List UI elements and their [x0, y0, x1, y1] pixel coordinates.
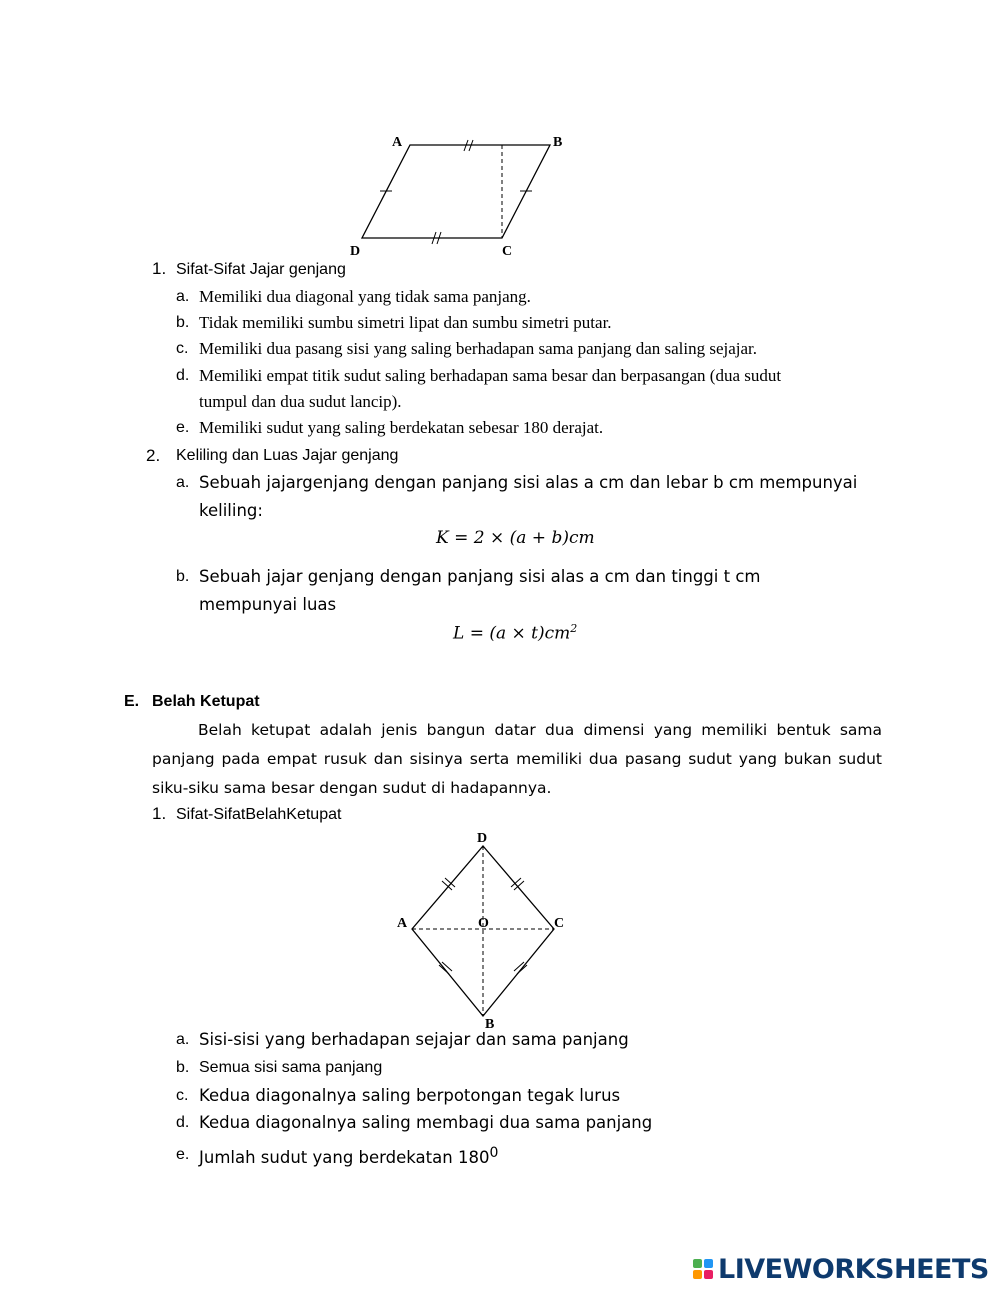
parallelogram-property: Memiliki dua diagonal yang tidak sama panjang.: [199, 287, 531, 306]
rhombus-label-d: D: [477, 831, 488, 846]
rhombus-label-a: A: [397, 916, 408, 931]
parallelogram-label-a: A: [392, 135, 403, 150]
rhombus-property: Semua sisi sama panjang: [199, 1059, 383, 1076]
rhombus-property: Kedua diagonalnya saling membagi dua sama panjang: [199, 1113, 653, 1132]
point-letter: e.: [176, 1146, 190, 1163]
area-formula-exponent: 2: [570, 622, 578, 635]
parallelogram-property: Memiliki empat titik sudut saling berhadapan sama besar dan berpasangan (dua sudut: [199, 366, 782, 385]
point-letter: a.: [176, 1031, 190, 1048]
point-letter: a.: [176, 288, 190, 305]
parallelogram-property: Tidak memiliki sumbu simetri lipat dan sumbu simetri putar.: [199, 313, 612, 332]
section-e-letter: E.: [124, 693, 140, 710]
point-letter: b.: [176, 314, 190, 331]
parallelogram-property-continued: tumpul dan dua sudut lancip).: [199, 392, 402, 411]
perimeter-description-continued: keliling:: [199, 501, 263, 520]
parallelogram-property: Memiliki sudut yang saling berdekatan sebesar 180 derajat.: [199, 418, 604, 437]
parallelogram-figure: [340, 125, 580, 265]
point-letter: b.: [176, 1059, 190, 1076]
item1-number: 1.: [152, 259, 167, 278]
point-letter: e.: [176, 419, 190, 436]
rhombus-figure: [390, 828, 580, 1033]
rhombus-property: Jumlah sudut yang berdekatan $180^0$: [199, 1145, 499, 1167]
item2-title: Keliling dan Luas Jajar genjang: [176, 447, 399, 464]
parallelogram-label-b: B: [553, 135, 563, 150]
liveworksheets-logo[interactable]: [692, 1252, 989, 1286]
item2-number: 2.: [146, 446, 161, 465]
rhombus-definition-paragraph: Belah ketupat adalah jenis bangun datar dua dimensi yang memiliki bentuk sama panjang pada empat rusuk dan sisinya serta memiliki dua pasang sudut yang bukan sudut siku-siku sama besar dengan sudut di hadapannya.: [152, 721, 882, 797]
rhombus-item1-title: Sifat-SifatBelahKetupat: [176, 806, 342, 823]
point-letter: b.: [176, 568, 190, 585]
point-letter: a.: [176, 474, 190, 491]
section-e-title: Belah Ketupat: [152, 693, 260, 710]
perimeter-description: Sebuah jajargenjang dengan panjang sisi alas a cm dan lebar b cm mempunyai: [199, 473, 858, 492]
liveworksheets-brand-text: LIVEWORKSHEETS: [718, 1253, 989, 1285]
area-description-continued: mempunyai luas: [199, 595, 337, 614]
area-description: Sebuah jajar genjang dengan panjang sisi alas a cm dan tinggi t cm: [199, 567, 761, 586]
rhombus-label-c: C: [554, 916, 565, 931]
rhombus-property: Kedua diagonalnya saling berpotongan tegak lurus: [199, 1086, 621, 1105]
degree-superscript: 0: [489, 1145, 499, 1161]
point-letter: c.: [176, 340, 189, 357]
parallelogram-label-d: D: [350, 244, 361, 259]
rhombus-property: Sisi-sisi yang berhadapan sejajar dan sama panjang: [199, 1030, 629, 1049]
rhombus-label-b: B: [485, 1017, 495, 1032]
parallelogram-label-c: C: [502, 244, 513, 259]
rhombus-label-o: O: [478, 916, 489, 931]
perimeter-formula: K = 2 × (a + b)cm: [436, 528, 595, 548]
area-formula: $L = (a \times t)cm^2$: [453, 622, 578, 644]
point-letter: d.: [176, 367, 190, 384]
rhombus-item1-number: 1.: [152, 804, 167, 823]
parallelogram-property: Memiliki dua pasang sisi yang saling berhadapan sama panjang dan saling sejajar.: [199, 339, 758, 358]
item1-title: Sifat-Sifat Jajar genjang: [176, 261, 346, 278]
liveworksheets-logo-icon: [692, 1258, 714, 1280]
point-letter: c.: [176, 1087, 189, 1104]
point-letter: d.: [176, 1114, 190, 1131]
